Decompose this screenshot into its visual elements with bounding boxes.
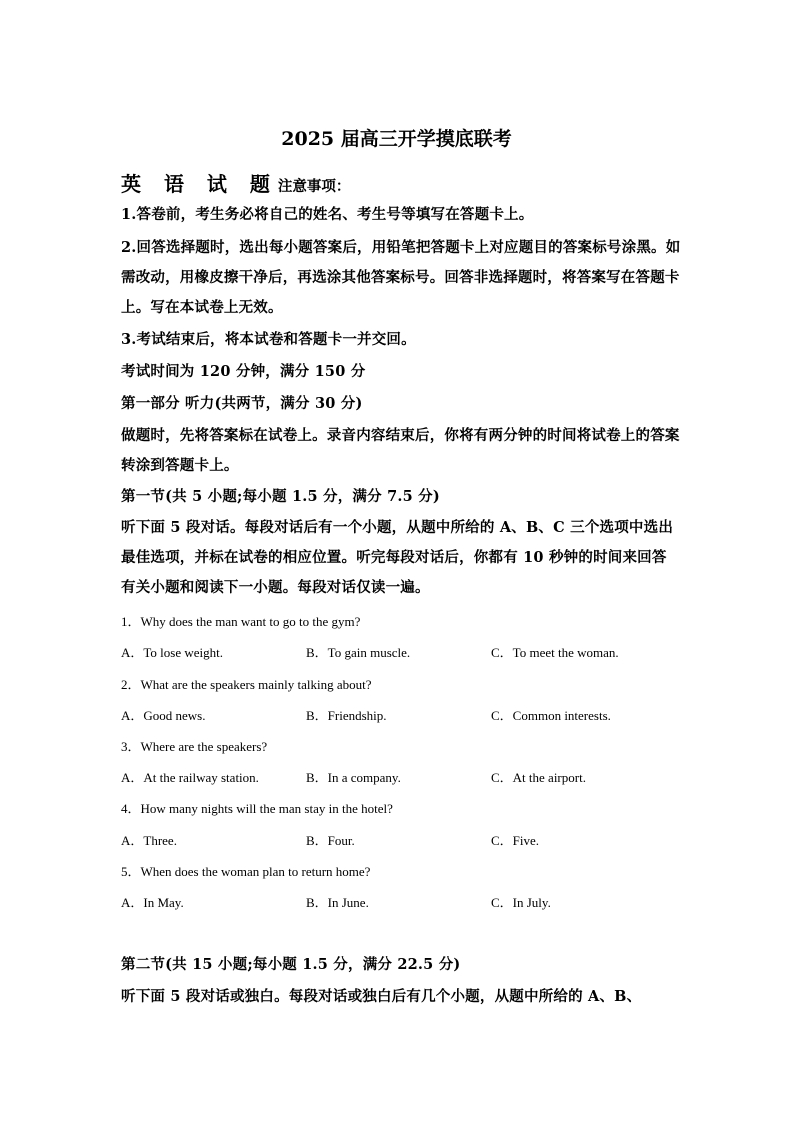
section2-instructions: 听下面 5 段对话或独白。每段对话或独白后有几个小题，从题中所给的 A、B、 (121, 988, 642, 1005)
subject-row (121, 168, 350, 197)
question-5: 5．When does the woman plan to return home? (121, 864, 371, 879)
question-1-option-a: A．To lose weight. (121, 645, 223, 660)
question-2-option-c: C．Common interests. (491, 708, 611, 723)
question-3-option-b: B．In a company. (306, 770, 401, 785)
part1-intro: 做题时，先将答案标在试卷上。录音内容结束后，你将有两分钟的时间将试卷上的答案转涂到答题卡上。 (121, 427, 680, 474)
question-1-option-c: C．To meet the woman. (491, 645, 619, 660)
question-2-option-b: B．Friendship. (306, 708, 387, 723)
subject-label: 英 语 试 题 (121, 172, 278, 196)
notice-heading: 注意事项： (277, 178, 351, 195)
question-1: 1．Why does the man want to go to the gym? (121, 614, 361, 629)
question-5-option-c: C．In July. (491, 895, 551, 910)
question-2-option-a: A．Good news. (121, 708, 206, 723)
section2-heading: 第二节(共 15 小题;每小题 1.5 分，满分 22.5 分) (121, 956, 461, 973)
section1-instructions: 听下面 5 段对话。每段对话后有一个小题，从题中所给的 A、B、C 三个选项中选出最佳选项，并标在试卷的相应位置。听完每段对话后，你都有 10 秒钟的时间来回答有关小题和阅读下一小题。每段对话仅读一遍。 (121, 519, 674, 596)
question-2: 2．What are the speakers mainly talking about? (121, 677, 372, 692)
instruction-3: 3.考试结束后，将本试卷和答题卡一并交回。 (121, 331, 416, 348)
question-3-option-a: A．At the railway station. (121, 770, 259, 785)
question-5-option-b: B．In June. (306, 895, 369, 910)
question-3: 3．Where are the speakers? (121, 739, 268, 754)
instruction-2: 2.回答选择题时，选出每小题答案后，用铅笔把答题卡上对应题目的答案标号涂黑。如需改动，用橡皮擦干净后，再选涂其他答案标号。回答非选择题时，将答案写在答题卡上。写在本试卷上无效。 (121, 239, 681, 316)
question-3-option-c: C．At the airport. (491, 770, 586, 785)
exam-info: 考试时间为 120 分钟，满分 150 分 (121, 363, 366, 380)
question-4-option-b: B．Four. (306, 833, 355, 848)
question-5-option-a: A．In May. (121, 895, 184, 910)
section1-heading: 第一节(共 5 小题;每小题 1.5 分，满分 7.5 分) (121, 488, 440, 505)
question-4: 4．How many nights will the man stay in the hotel? (121, 801, 393, 816)
exam-title: 2025 届高三开学摸底联考 (281, 128, 512, 150)
question-1-option-b: B．To gain muscle. (306, 645, 411, 660)
question-4-option-c: C．Five. (491, 833, 540, 848)
instruction-1: 1.答卷前，考生务必将自己的姓名、考生号等填写在答题卡上。 (121, 206, 534, 223)
part1-heading: 第一部分 听力(共两节，满分 30 分) (121, 395, 363, 412)
question-4-option-a: A．Three. (121, 833, 177, 848)
